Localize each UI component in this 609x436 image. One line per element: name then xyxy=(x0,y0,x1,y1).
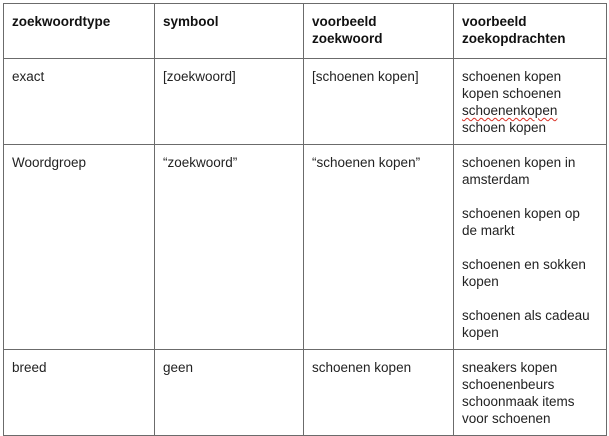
query-item: schoenen als cadeau kopen xyxy=(462,308,590,340)
cell-example-keyword: schoenen kopen xyxy=(304,350,454,436)
query-item: schoenen en sokken kopen xyxy=(462,257,586,289)
header-cell-symbol: symbool xyxy=(155,4,304,59)
table-row xyxy=(4,350,607,436)
query-item: schoenenbeurs xyxy=(462,377,555,392)
cell-symbol: [zoekwoord] xyxy=(155,59,304,145)
table-row xyxy=(4,59,607,145)
query-item-wrapper xyxy=(462,102,598,119)
cell-example-keyword: [schoenen kopen] xyxy=(304,59,454,145)
query-item: sneakers kopen xyxy=(462,360,558,375)
header-cell-keyword-type: zoekwoordtype xyxy=(4,4,155,59)
cell-symbol: geen xyxy=(155,350,304,436)
query-item: schoen kopen xyxy=(462,120,547,135)
cell-example-queries xyxy=(454,145,607,350)
cell-symbol: “zoekwoord” xyxy=(155,145,304,350)
query-item: schoonmaak items xyxy=(462,394,575,409)
table-row xyxy=(4,145,607,350)
cell-example-keyword: “schoenen kopen” xyxy=(304,145,454,350)
keyword-types-table xyxy=(3,3,607,436)
query-item: schoenen kopen op de markt xyxy=(462,206,580,238)
cell-example-queries xyxy=(454,59,607,145)
cell-keyword-type: breed xyxy=(4,350,155,436)
query-item: kopen schoenen xyxy=(462,86,562,101)
header-cell-example-queries: voorbeeld zoekopdrachten xyxy=(454,4,607,59)
cell-keyword-type: Woordgroep xyxy=(4,145,155,350)
query-item: schoenen kopen xyxy=(462,69,562,84)
cell-example-queries xyxy=(454,350,607,436)
query-item: voor schoenen xyxy=(462,411,551,426)
query-item-misspelled: schoenenkopen xyxy=(462,103,558,118)
table-header-row xyxy=(4,4,607,59)
query-item: schoenen kopen in amsterdam xyxy=(462,155,576,187)
cell-keyword-type: exact xyxy=(4,59,155,145)
header-cell-example-keyword: voorbeeld zoekwoord xyxy=(304,4,454,59)
